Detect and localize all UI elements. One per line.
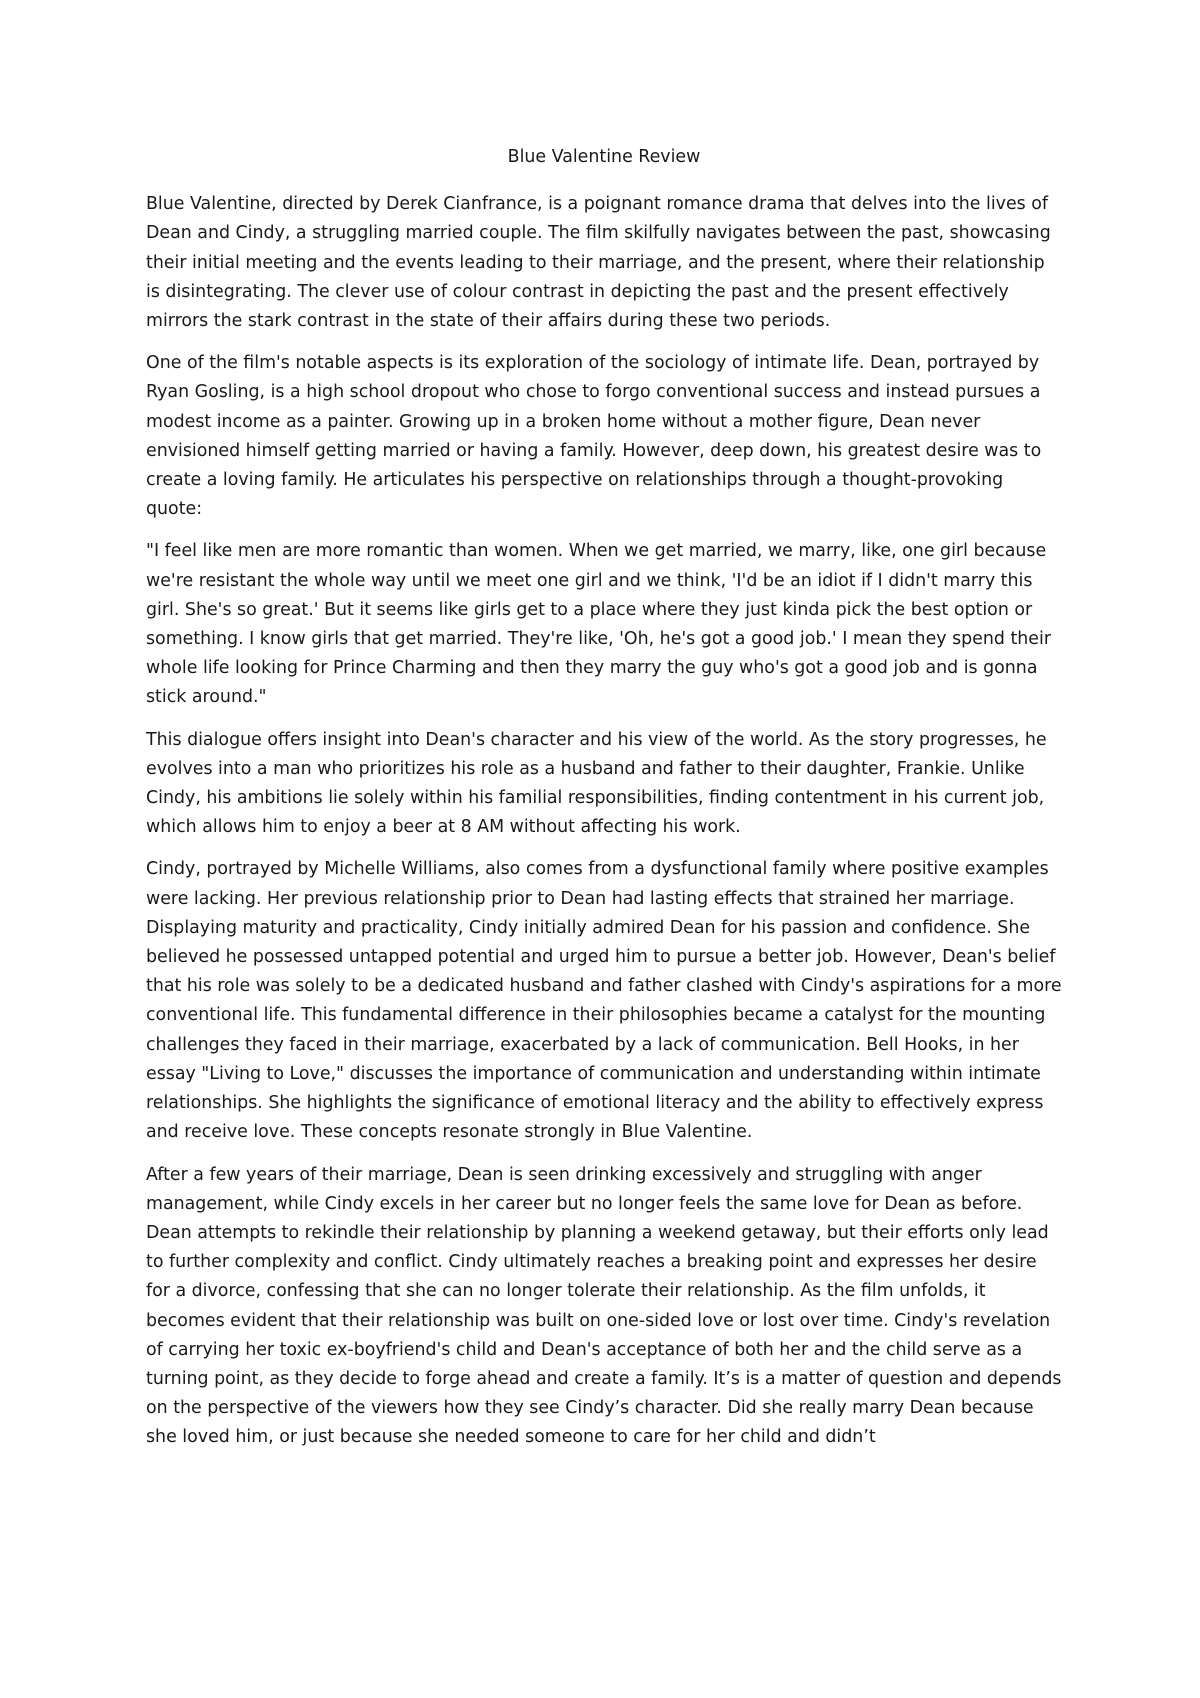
paragraph-marriage-decline: After a few years of their marriage, Dean is seen drinking excessively and struggling with anger management, while Cindy excels in her career but no longer feels the same love for Dean as before. Dean attempts to rekindle their relationship by planning a weekend getaway, but their efforts only lead to further complexity and conflict. Cindy ultimately reaches a breaking point and expresses her desire for a divorce, confessing that she can no longer tolerate their relationship. As the film unfolds, it becomes evident that their relationship was built on one-sided love or lost over time. Cindy's revelation of carrying her toxic ex-boyfriend's child and Dean's acceptance of both her and the child serve as a turning point, as they decide to forge ahead and create a family. It’s is a matter of question and depends on the perspective of the viewers how they see Cindy’s character. Did she really marry Dean because she loved him, or just because she needed someone to care for her child and didn’t: [146, 1164, 1062, 1448]
paragraph-dean-character: This dialogue offers insight into Dean's character and his view of the world. As the story progresses, he evolves into a man who prioritizes his role as a husband and father to their daughter, Frankie. Unlike Cindy, his ambitions lie solely within his familial responsibilities, finding contentment in his current job, which allows him to enjoy a beer at 8 AM without affecting his work.: [146, 729, 1047, 838]
document-title: Blue Valentine Review: [507, 147, 701, 167]
document-body: [146, 143, 1062, 1466]
paragraph-quote: "I feel like men are more romantic than women. When we get married, we marry, like, one girl because we're resistant the whole way until we meet one girl and we think, 'I'd be an idiot if I didn't marry this girl. She's so great.' But it seems like girls get to a place where they just kinda pick the best option or something. I know girls that get married. They're like, 'Oh, he's got a good job.' I mean they spend their whole life looking for Prince Charming and then they marry the guy who's got a good job and is gonna stick around.": [146, 541, 1051, 708]
paragraph-cindy-character: Cindy, portrayed by Michelle Williams, also comes from a dysfunctional family where positive examples were lacking. Her previous relationship prior to Dean had lasting effects that strained her marriage. Displaying maturity and practicality, Cindy initially admired Dean for his passion and confidence. She believed he possessed untapped potential and urged him to pursue a better job. However, Dean's belief that his role was solely to be a dedicated husband and father clashed with Cindy's aspirations for a more conventional life. This fundamental difference in their philosophies became a catalyst for the mounting challenges they faced in their marriage, exacerbated by a lack of communication. Bell Hooks, in her essay "Living to Love," discusses the importance of communication and understanding within intimate relationships. She highlights the significance of emotional literacy and the ability to effectively express and receive love. These concepts resonate strongly in Blue Valentine.: [146, 859, 1062, 1143]
paragraph-sociology: One of the film's notable aspects is its exploration of the sociology of intimate life. Dean, portrayed by Ryan Gosling, is a high school dropout who chose to forgo conventional success and instead pursues a modest income as a painter. Growing up in a broken home without a mother figure, Dean never envisioned himself getting married or having a family. However, deep down, his greatest desire was to create a loving family. He articulates his perspective on relationships through a thought-provoking quote:: [146, 353, 1042, 520]
paragraph-intro: Blue Valentine, directed by Derek Cianfrance, is a poignant romance drama that delves into the lives of Dean and Cindy, a struggling married couple. The film skilfully navigates between the past, showcasing their initial meeting and the events leading to their marriage, and the present, where their relationship is disintegrating. The clever use of colour contrast in depicting the past and the present effectively mirrors the stark contrast in the state of their affairs during these two periods.: [146, 194, 1051, 332]
